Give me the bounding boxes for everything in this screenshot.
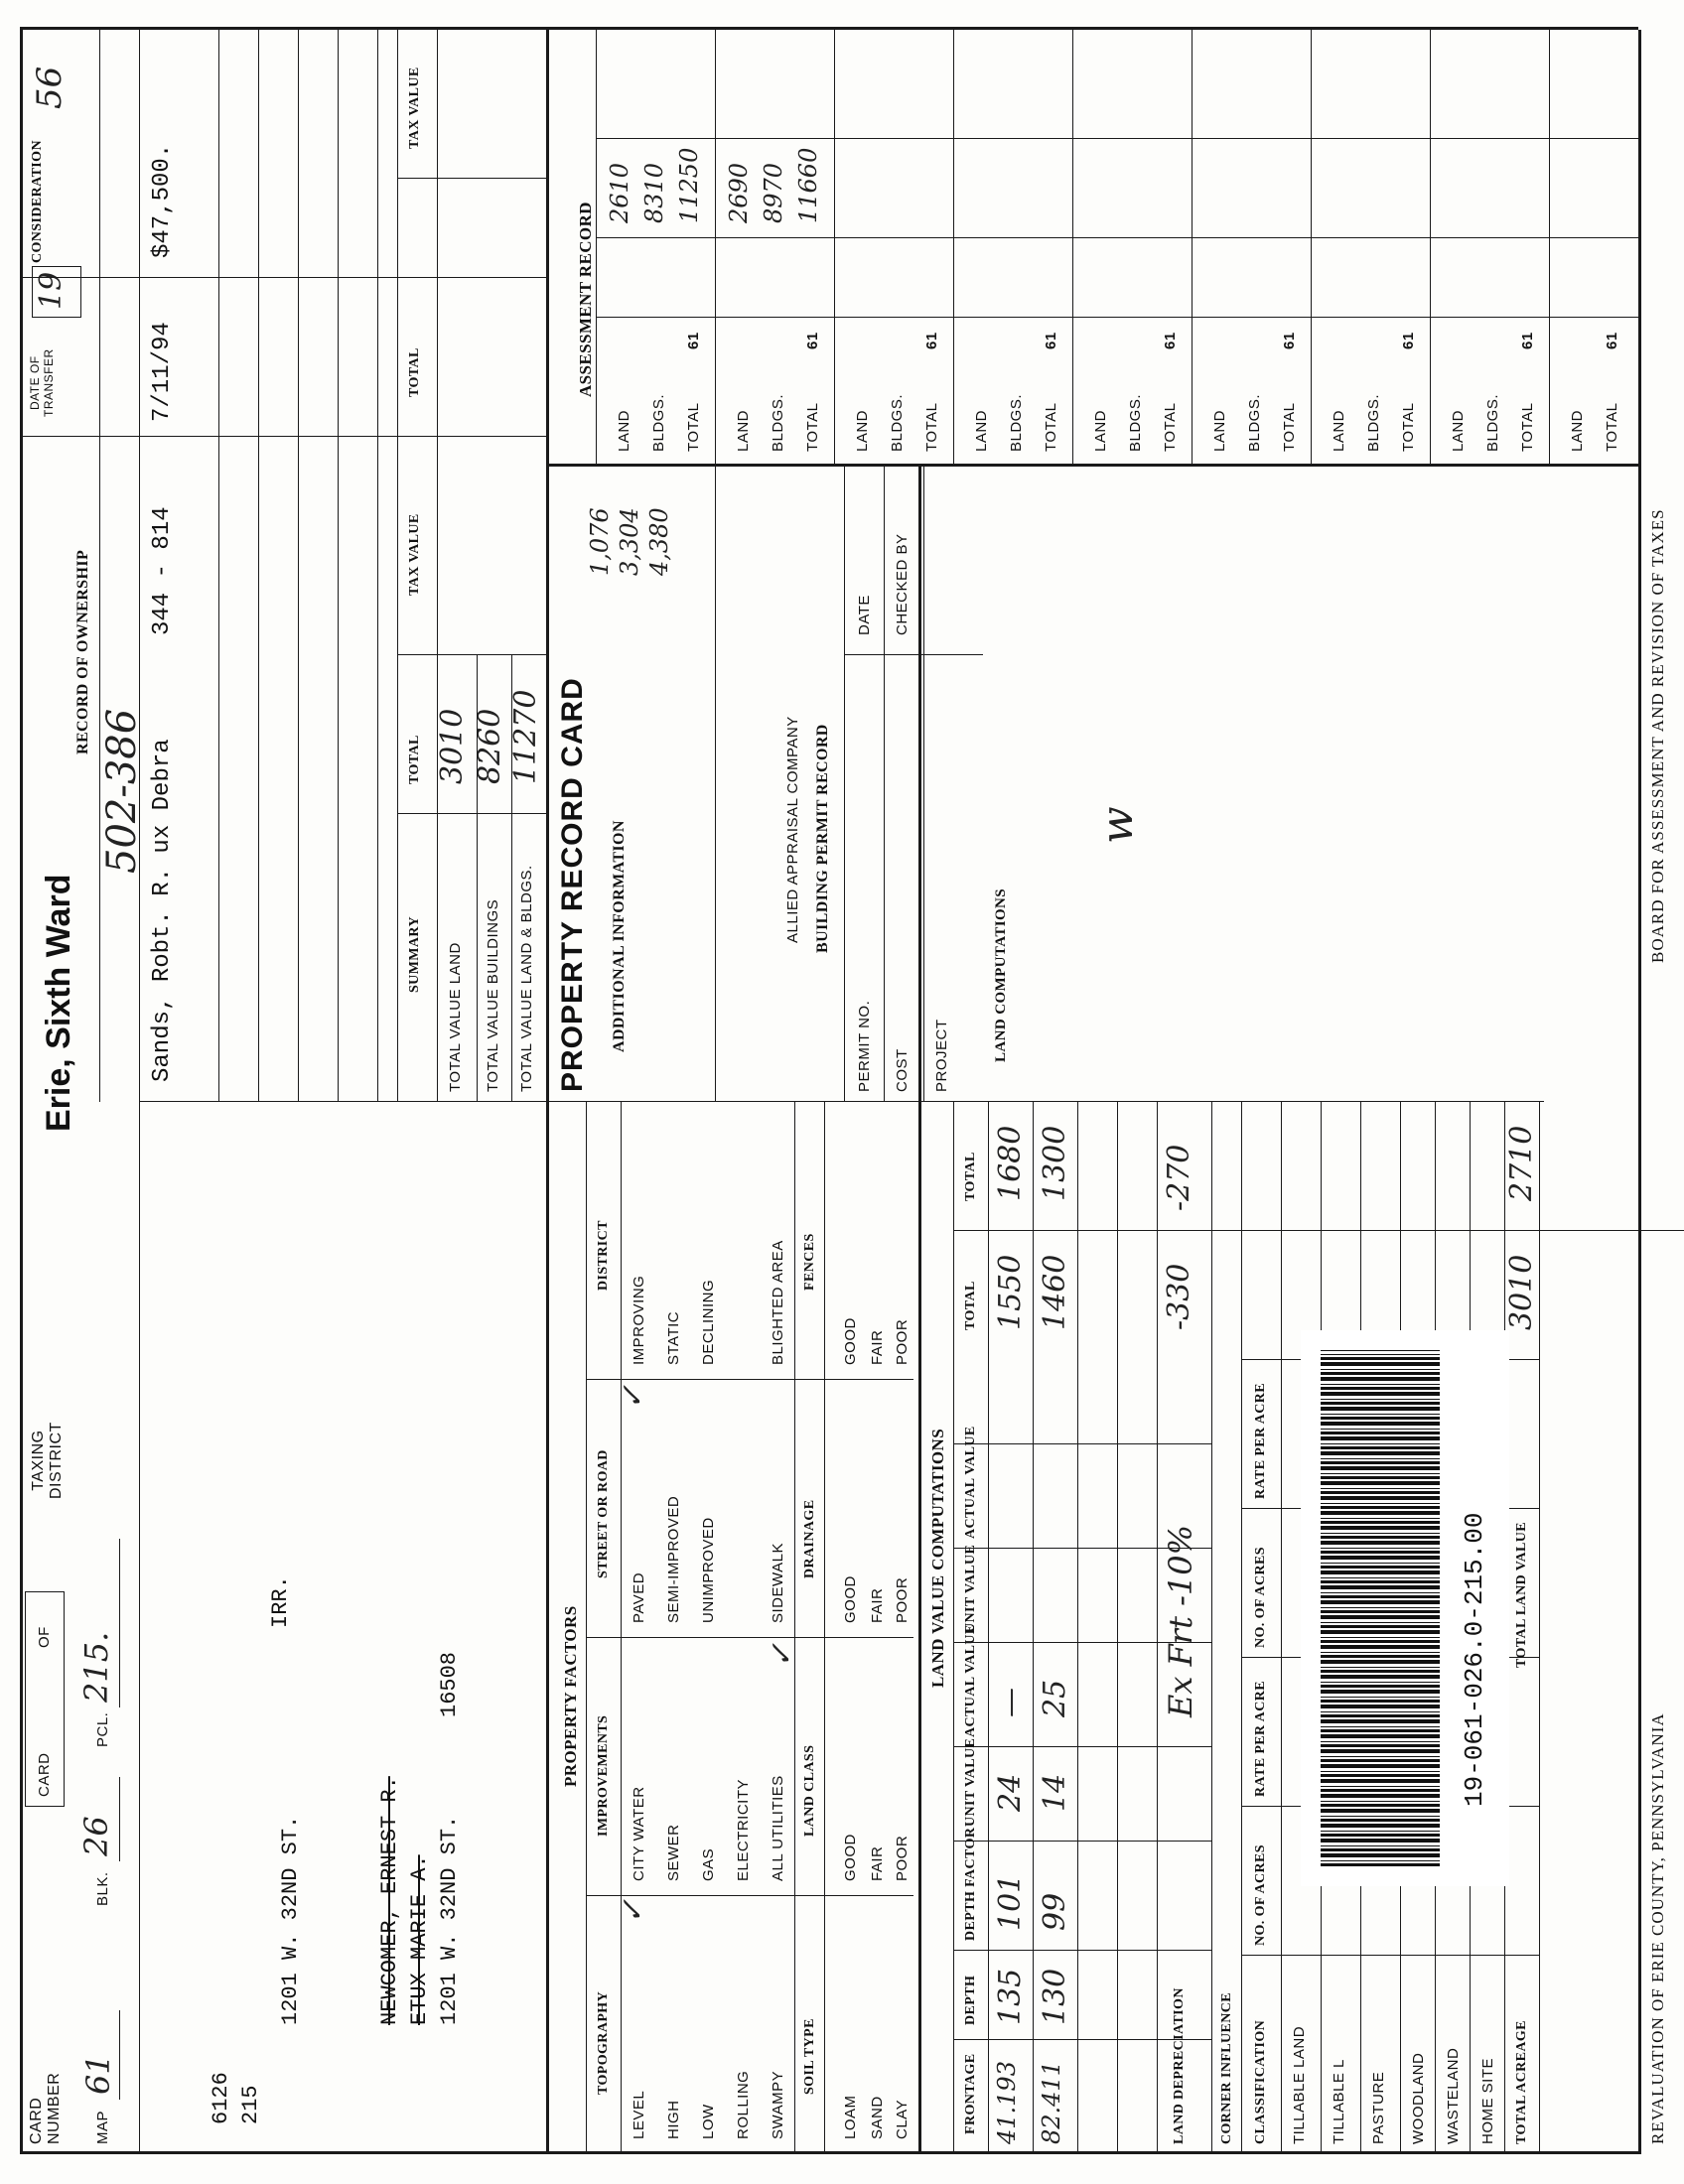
corner-influence-label: CORNER INFLUENCE (1219, 1991, 1234, 2144)
owner-address: 1201 W. 32ND ST. (437, 1815, 462, 2025)
drainage-good: GOOD (842, 1575, 859, 1623)
parcel-id: 19-061-026.0-215.00 (1460, 1512, 1489, 1807)
acre-header-class: CLASSIFICATION (1253, 2019, 1268, 2144)
summary-row-land: TOTAL VALUE LAND (447, 942, 464, 1092)
land-value-title: LAND VALUE COMPUTATIONS (928, 1428, 947, 1688)
prior-owner: NEWCOMER, ERNEST R. (377, 1776, 402, 2025)
parcel-address: 1201 W. 32ND ST. (278, 1815, 303, 2025)
assess-bldgs-4: BLDGS. (1008, 393, 1025, 452)
landclass-fair: FAIR (869, 1845, 886, 1881)
lv-header-frontage: FRONTAGE (963, 2053, 978, 2134)
assess-bldgs-8: BLDGS. (1484, 393, 1501, 452)
assess-total-1: TOTAL (685, 402, 702, 452)
corner-number: 56 (30, 66, 70, 109)
footer-left: REVALUATION OF ERIE COUNTY, PENNSYLVANIA (1648, 1712, 1667, 2144)
factors-header-drainage: DRAINAGE (802, 1499, 817, 1578)
factors-header-improvements: IMPROVEMENTS (596, 1714, 611, 1837)
card-number-label: CARD NUMBER (28, 2072, 63, 2144)
acre-header-acres: NO. OF ACRES (1253, 1844, 1268, 1946)
assess-hand-6: 11660 (794, 147, 822, 223)
date-transfer-label: DATE OF TRANSFER (28, 348, 56, 417)
company-name: ALLIED APPRAISAL COMPANY (784, 716, 801, 943)
pcl-value: 215. (77, 1631, 115, 1703)
assess-land-7: LAND (1331, 409, 1347, 452)
acre-header-rate: RATE PER ACRE (1253, 1681, 1268, 1797)
lv-row1-frontage: 41.193 (993, 2061, 1021, 2144)
topo-low: LOW (700, 2104, 717, 2139)
assess-land-9: LAND (1569, 409, 1586, 452)
lv-row2-depth: 130 (1038, 1968, 1072, 2025)
blk-label: BLK. (94, 1871, 111, 1906)
lv-row2-unit: 14 (1038, 1773, 1072, 1812)
lv-header-unit: UNIT VALUE (963, 1737, 978, 1827)
impr-gas: GAS (700, 1847, 717, 1881)
street-semi: SEMI-IMPROVED (665, 1495, 682, 1623)
lv-row2-total: 1460 (1038, 1254, 1072, 1330)
assess-year-9: 61 (1604, 332, 1620, 349)
ownership-ref: 502-386 (99, 708, 145, 874)
drainage-fair: FAIR (869, 1587, 886, 1623)
assess-bldgs-6: BLDGS. (1246, 393, 1263, 452)
permit-project-label: PROJECT (933, 1019, 950, 1092)
lv-header-total2: TOTAL (963, 1152, 978, 1201)
district-static: STATIC (665, 1310, 682, 1365)
summary-land-total: 3010 (435, 708, 470, 784)
property-factors-title: PROPERTY FACTORS (561, 1605, 580, 1787)
depreciation-total: -330 (1162, 1263, 1196, 1330)
lv-row2-factor: 99 (1038, 1892, 1072, 1931)
land-computations-initials: w (1092, 806, 1143, 844)
lv-row2-actual: 25 (1038, 1679, 1072, 1717)
parcel-code-1: 6126 (209, 2072, 233, 2124)
landclass-poor: POOR (894, 1835, 911, 1881)
permit-date-label: DATE (856, 595, 873, 635)
assess-total-2: TOTAL (804, 402, 821, 452)
card-label: CARD (36, 1752, 53, 1797)
assess-land-5: LAND (1092, 409, 1109, 452)
assess-total-8: TOTAL (1519, 402, 1536, 452)
frame-bottom (1638, 30, 1641, 2154)
assess-year-5: 61 (1162, 332, 1179, 349)
assess-year-6: 61 (1281, 332, 1298, 349)
taxing-district-label: TAXING DISTRICT (30, 1422, 65, 1499)
assess-land-6: LAND (1211, 409, 1228, 452)
parcel-irr: IRR. (268, 1575, 293, 1628)
class-woodland: WOODLAND (1410, 2052, 1427, 2144)
additional-value-1: 1,076 (586, 507, 614, 576)
factors-header-topography: TOPOGRAPHY (596, 1990, 611, 2095)
summary-tax-label: TAX VALUE (407, 513, 422, 596)
impr-utilities: ALL UTILITIES (770, 1775, 786, 1881)
barcode-image (1321, 1350, 1440, 1866)
ownership-deed: 344 - 814 (149, 506, 176, 635)
ownership-consideration: $47,500. (149, 143, 176, 258)
acre-header-acres2: NO. OF ACRES (1253, 1547, 1268, 1648)
soil-clay: CLAY (894, 2099, 911, 2139)
class-wasteland: WASTELAND (1445, 2047, 1462, 2144)
district-name: Erie, Sixth Ward (40, 874, 77, 1132)
owner-zip: 16508 (437, 1651, 462, 1717)
total-land-value-2: 2710 (1504, 1125, 1539, 1201)
topo-swampy: SWAMPY (770, 2070, 786, 2139)
impr-electricity: ELECTRICITY (735, 1778, 752, 1881)
assess-land-1: LAND (616, 409, 632, 452)
acre-header-rate2: RATE PER ACRE (1253, 1383, 1268, 1499)
assess-land-8: LAND (1450, 409, 1467, 452)
class-tillable-1: TILLABLE LAND (1291, 2025, 1308, 2144)
fences-good: GOOD (842, 1317, 859, 1365)
topo-level: LEVEL (631, 2090, 647, 2139)
assessment-title: ASSESSMENT RECORD (576, 202, 595, 397)
assess-bldgs-2: BLDGS. (770, 393, 786, 452)
pcl-label: PCL. (94, 1711, 111, 1747)
street-sidewalk: SIDEWALK (770, 1543, 786, 1623)
district-blighted: BLIGHTED AREA (770, 1240, 786, 1365)
parcel-code-2: 215 (238, 2085, 263, 2124)
lv-header-factor: DEPTH FACTOR (963, 1827, 978, 1941)
assess-total-5: TOTAL (1162, 402, 1179, 452)
assess-total-7: TOTAL (1400, 402, 1417, 452)
soil-loam: LOAM (842, 2095, 859, 2139)
boxed-number: 19 (34, 271, 69, 310)
footer-right: BOARD FOR ASSESSMENT AND REVISION OF TAXES (1648, 508, 1667, 963)
permit-cost-label: COST (894, 1048, 911, 1092)
summary-right-tax-label: TAX VALUE (407, 67, 422, 149)
frame-top (20, 30, 23, 2154)
total-acreage-label: TOTAL ACREAGE (1514, 2020, 1529, 2144)
class-tillable-2: TILLABLE L (1331, 2059, 1347, 2144)
permit-no-label: PERMIT NO. (856, 1000, 873, 1092)
lv-row1-factor: 101 (993, 1873, 1028, 1931)
impr-water: CITY WATER (631, 1786, 647, 1881)
lv-row1-actual: — (993, 1688, 1028, 1717)
land-computations-label: LAND COMPUTATIONS (993, 887, 1009, 1062)
depreciation-note: Ex Frt -10% (1162, 1524, 1199, 1717)
blk-value: 26 (77, 1816, 115, 1856)
depreciation-total2: -270 (1162, 1144, 1196, 1211)
summary-title: SUMMARY (407, 916, 422, 993)
ownership-owner: Sands, Robt. R. ux Debra (149, 739, 176, 1082)
district-improving: IMPROVING (631, 1275, 647, 1365)
additional-value-2: 3,304 (616, 507, 643, 576)
additional-info-label: ADDITIONAL INFORMATION (611, 820, 628, 1052)
map-label: MAP (94, 2110, 111, 2144)
factors-header-district: DISTRICT (596, 1220, 611, 1291)
factors-header-soil: SOIL TYPE (802, 2018, 817, 2095)
paved-check: ✓ (616, 1384, 650, 1410)
frame-right (20, 27, 1638, 30)
ownership-title: RECORD OF OWNERSHIP (74, 549, 91, 754)
lv-header-actual: ACTUAL VALUE (963, 1624, 978, 1737)
assess-hand-1: 2610 (606, 162, 633, 223)
assess-year-8: 61 (1519, 332, 1536, 349)
assess-hand-5: 8970 (760, 162, 787, 223)
summary-total-label: TOTAL (407, 735, 422, 784)
summary-sum-total: 11270 (508, 689, 543, 784)
assess-bldgs-3: BLDGS. (889, 393, 906, 452)
summary-row-buildings: TOTAL VALUE BUILDINGS (485, 898, 501, 1092)
class-homesite: HOME SITE (1479, 2057, 1496, 2144)
assess-land-2: LAND (735, 409, 752, 452)
of-label: OF (36, 1626, 53, 1648)
lv-row1-unit: 24 (993, 1773, 1028, 1812)
map-value: 61 (79, 2054, 117, 2095)
lv-header-actual2: ACTUAL VALUE (963, 1426, 978, 1539)
lv-row1-total: 1550 (993, 1254, 1028, 1330)
total-land-value-label: TOTAL LAND VALUE (1514, 1522, 1529, 1668)
street-unimproved: UNIMPROVED (700, 1517, 717, 1623)
assess-hand-3: 11250 (675, 147, 703, 223)
assess-year-4: 61 (1043, 332, 1059, 349)
permit-checked-label: CHECKED BY (894, 533, 911, 635)
land-depreciation-label: LAND DEPRECIATION (1172, 1987, 1187, 2144)
lv-row1-total2: 1680 (993, 1125, 1028, 1201)
district-declining: DECLINING (700, 1279, 717, 1365)
lv-header-depth: DEPTH (963, 1975, 978, 2025)
street-paved: PAVED (631, 1571, 647, 1623)
lv-header-unit2: UNIT VALUE (963, 1544, 978, 1633)
assess-hand-2: 8310 (640, 162, 668, 223)
assess-year-3: 61 (923, 332, 940, 349)
impr-sewer: SEWER (665, 1824, 682, 1881)
summary-row-total: TOTAL VALUE LAND & BLDGS. (518, 865, 535, 1092)
assess-year-2: 61 (804, 332, 821, 349)
summary-bldg-total: 8260 (473, 708, 507, 784)
property-card-title: PROPERTY RECORD CARD (556, 677, 589, 1092)
consideration-label: CONSIDERATION (30, 140, 45, 263)
fences-fair: FAIR (869, 1329, 886, 1365)
assess-bldgs-7: BLDGS. (1365, 393, 1382, 452)
assess-bldgs-1: BLDGS. (650, 393, 667, 452)
lv-header-total: TOTAL (963, 1281, 978, 1330)
summary-right-total-label: TOTAL (407, 347, 422, 397)
assess-total-4: TOTAL (1043, 402, 1059, 452)
fences-poor: POOR (894, 1318, 911, 1365)
soil-sand: SAND (869, 2096, 886, 2139)
lv-row2-total2: 1300 (1038, 1125, 1072, 1201)
landclass-good: GOOD (842, 1834, 859, 1881)
lv-row1-depth: 135 (993, 1968, 1028, 2025)
assess-land-4: LAND (973, 409, 990, 452)
permit-title: BUILDING PERMIT RECORD (814, 724, 831, 953)
lv-row2-frontage: 82.411 (1038, 2061, 1065, 2144)
topo-rolling: ROLLING (735, 2070, 752, 2139)
factors-header-fences: FENCES (802, 1233, 817, 1291)
assess-year-1: 61 (685, 332, 702, 349)
factors-header-landclass: LAND CLASS (802, 1744, 817, 1837)
topo-high: HIGH (665, 2100, 682, 2139)
assess-bldgs-5: BLDGS. (1127, 393, 1144, 452)
utilities-check: ✓ (765, 1642, 799, 1668)
total-land-value-1: 3010 (1504, 1254, 1539, 1330)
factors-header-street: STREET OR ROAD (596, 1449, 611, 1578)
assess-hand-4: 2690 (725, 162, 753, 223)
class-pasture: PASTURE (1370, 2071, 1387, 2144)
drainage-poor: POOR (894, 1576, 911, 1623)
assess-total-9: TOTAL (1604, 402, 1620, 452)
assess-year-7: 61 (1400, 332, 1417, 349)
assess-total-3: TOTAL (923, 402, 940, 452)
ownership-date: 7/11/94 (149, 322, 176, 422)
prior-owner-2: ETUX MARIE A. (407, 1854, 432, 2025)
assess-total-6: TOTAL (1281, 402, 1298, 452)
header-divider (139, 1102, 140, 2154)
frame-left (20, 2151, 1638, 2154)
additional-value-3: 4,380 (645, 507, 673, 576)
topo-level-check: ✓ (616, 1898, 650, 1924)
assess-land-3: LAND (854, 409, 871, 452)
